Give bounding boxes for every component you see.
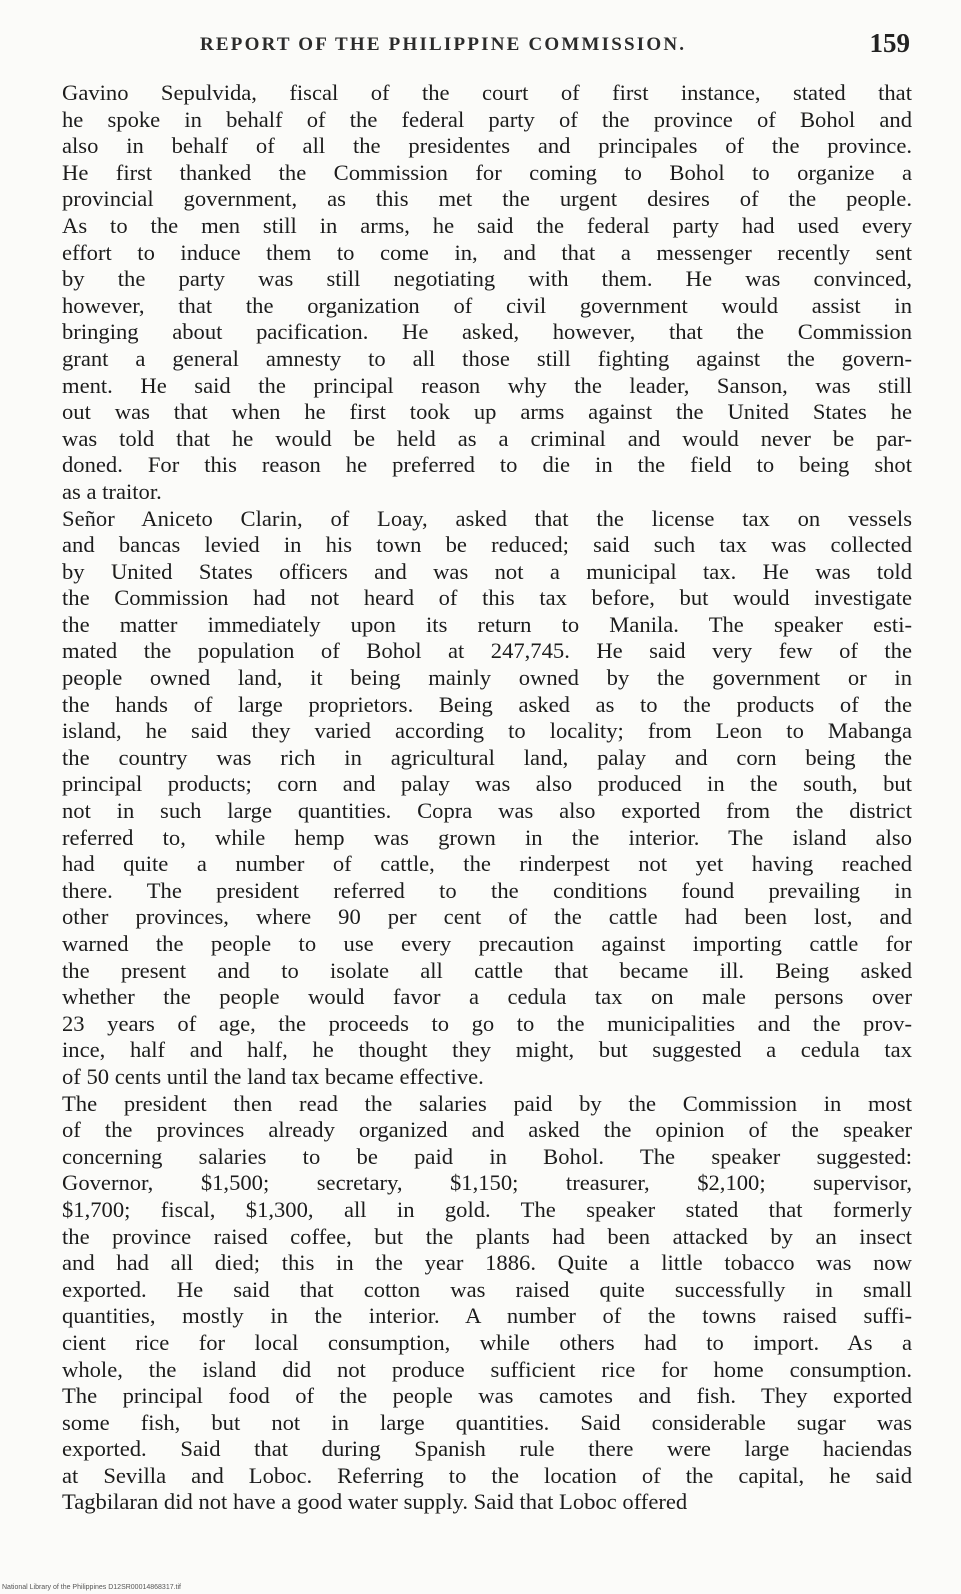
text-line: doned. For this reason he preferred to die in the field to being shot xyxy=(62,452,912,478)
page-number: 159 xyxy=(869,28,910,58)
text-line: however, that the organization of civil government would assist in xyxy=(62,292,912,318)
text-line: As to the men still in arms, he said the federal party had used every xyxy=(62,212,912,238)
scan-credit: National Library of the Philippines D12SR00014868317.tif xyxy=(2,1584,182,1591)
running-head: REPORT OF THE PHILIPPINE COMMISSION. xyxy=(200,34,687,55)
text-line: Governor, $1,500; secretary, $1,150; treasurer, $2,100; supervisor, xyxy=(62,1170,912,1196)
text-line: people owned land, it being mainly owned by the government or in xyxy=(62,665,912,691)
text-line: other provinces, where 90 per cent of the cattle had been lost, and xyxy=(62,904,912,930)
text-line: The president then read the salaries paid by the Commission in most xyxy=(62,1090,912,1116)
text-line: ment. He said the principal reason why the leader, Sanson, was still xyxy=(62,372,912,398)
text-line: concerning salaries to be paid in Bohol. The speaker suggested: xyxy=(62,1143,912,1169)
text-line: referred to, while hemp was grown in the interior. The island also xyxy=(62,824,912,850)
text-line: and bancas levied in his town be reduced; said such tax was collected xyxy=(62,532,912,558)
text-line: not in such large quantities. Copra was also exported from the district xyxy=(62,798,912,824)
paragraph xyxy=(62,1091,912,1517)
text-line: Señor Aniceto Clarin, of Loay, asked that the license tax on vessels xyxy=(62,505,912,531)
text-line: 23 years of age, the proceeds to go to the municipalities and the prov- xyxy=(62,1010,912,1036)
text-line: whole, the island did not produce sufficient rice for home consumption. xyxy=(62,1356,912,1382)
text-line: there. The president referred to the conditions found prevailing in xyxy=(62,877,912,903)
text-line: cient rice for local consumption, while others had to import. As a xyxy=(62,1329,912,1355)
text-line: $1,700; fiscal, $1,300, all in gold. The speaker stated that formerly xyxy=(62,1196,912,1222)
text-line: and had all died; this in the year 1886. Quite a little tobacco was now xyxy=(62,1250,912,1276)
text-line: the hands of large proprietors. Being asked as to the products of the xyxy=(62,691,912,717)
paragraph xyxy=(62,506,912,1091)
text-line: the present and to isolate all cattle that became ill. Being asked xyxy=(62,957,912,983)
text-line: ince, half and half, he thought they might, but suggested a cedula tax xyxy=(62,1037,912,1063)
text-line: warned the people to use every precaution against importing cattle for xyxy=(62,931,912,956)
text-line: the Commission had not heard of this tax before, but would investigate xyxy=(62,585,912,611)
text-line: out was that when he first took up arms against the United States he xyxy=(62,399,912,425)
text-line: provincial government, as this met the urgent desires of the people. xyxy=(62,186,912,212)
text-line: had quite a number of cattle, the rinderpest not yet having reached xyxy=(62,851,912,877)
text-line: of the provinces already organized and asked the opinion of the speaker xyxy=(62,1117,912,1143)
text-line: Tagbilaran did not have a good water supply. Said that Loboc offered xyxy=(62,1489,688,1515)
text-line: exported. He said that cotton was raised quite successfully in small xyxy=(62,1276,912,1302)
text-line: whether the people would favor a cedula tax on male persons over xyxy=(62,984,912,1010)
text-line: Gavino Sepulvida, fiscal of the court of first instance, stated that xyxy=(62,80,912,105)
text-line: quantities, mostly in the interior. A number of the towns raised suffi- xyxy=(62,1303,912,1329)
text-line: He first thanked the Commission for coming to Bohol to organize a xyxy=(62,159,912,185)
text-line: the matter immediately upon its return to Manila. The speaker esti- xyxy=(62,611,912,637)
text-line: effort to induce them to come in, and that a messenger recently sent xyxy=(62,239,912,265)
body-text xyxy=(62,80,912,1516)
text-line: at Sevilla and Loboc. Referring to the location of the capital, he said xyxy=(62,1462,912,1488)
text-line: the province raised coffee, but the plants had been attacked by an insect xyxy=(62,1223,912,1249)
text-line: grant a general amnesty to all those still fighting against the govern- xyxy=(62,345,912,371)
text-line: mated the population of Bohol at 247,745. He said very few of the xyxy=(62,638,912,664)
text-line: bringing about pacification. He asked, however, that the Commission xyxy=(62,319,912,345)
page-header xyxy=(200,28,910,62)
text-line: as a traitor. xyxy=(62,478,162,504)
paragraph xyxy=(62,80,912,506)
text-line: the country was rich in agricultural land, palay and corn being the xyxy=(62,744,912,770)
text-line: principal products; corn and palay was also produced in the south, but xyxy=(62,771,912,797)
text-line: by United States officers and was not a municipal tax. He was told xyxy=(62,558,912,584)
text-line: he spoke in behalf of the federal party of the province of Bohol and xyxy=(62,106,912,132)
text-line: of 50 cents until the land tax became effective. xyxy=(62,1063,484,1089)
text-line: island, he said they varied according to locality; from Leon to Mabanga xyxy=(62,718,912,744)
text-line: by the party was still negotiating with them. He was convinced, xyxy=(62,266,912,292)
text-line: some fish, but not in large quantities. Said considerable sugar was xyxy=(62,1409,912,1435)
text-line: exported. Said that during Spanish rule there were large haciendas xyxy=(62,1436,912,1462)
text-line: was told that he would be held as a criminal and would never be par- xyxy=(62,425,912,451)
text-line: The principal food of the people was camotes and fish. They exported xyxy=(62,1383,912,1409)
text-line: also in behalf of all the presidentes and principales of the province. xyxy=(62,133,912,159)
